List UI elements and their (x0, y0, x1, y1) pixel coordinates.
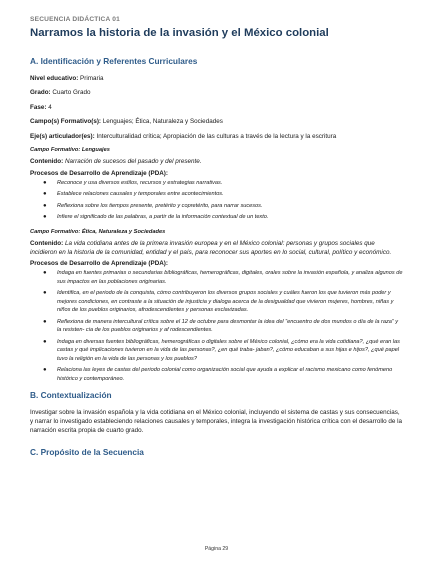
section-c-heading: C. Propósito de la Secuencia (30, 446, 144, 457)
list-item (30, 289, 403, 315)
list-item (30, 190, 403, 199)
pda-text: Indaga en diversas fuentes bibliográficas, hemerográficas o digitales sobre el México colonial, ¿cómo era la vida cotidiana?, ¿qué eran las castas y qué implicaciones tuvieron en la vida de las personas?, ¿en qué traba- jaban?, ¿cómo educaban a sus hijas e hijos?, ¿qué papel tuvo la religión en la vida de las personas y los pueblos? (57, 338, 400, 362)
pda-text: Reflexiona sobre los tiempos presente, pretérito y copretérito, para narrar sucesos. (57, 202, 263, 209)
pda-heading: Procesos de Desarrollo de Aprendizaje (PDA): (30, 260, 168, 268)
list-item (30, 179, 403, 188)
bullet-icon: ● (43, 270, 47, 277)
sequence-label: SECUENCIA DIDÁCTICA 01 (30, 16, 121, 23)
pda-text: Indaga en fuentes primarias o secundarias bibliográficas, hemerográficas, digitales, orales sobre la invasión española, y analiza algunos de sus impactos en las poblaciones originarias. (57, 270, 403, 285)
section-a-heading: A. Identificación y Referentes Curriculares (30, 55, 198, 66)
nivel-label: Nivel educativo: (30, 74, 79, 82)
campos-value: Lenguajes; Ética, Naturaleza y Sociedades (101, 118, 223, 126)
bullet-icon: ● (43, 191, 47, 198)
contenido-value: Narración de sucesos del pasado y del presente. (63, 158, 202, 166)
fase-value: 4 (46, 103, 52, 111)
campo-ens-label: Campo Formativo: Ética, Naturaleza y Sociedades (30, 228, 166, 235)
bullet-icon: ● (43, 179, 47, 186)
pda-list-lenguajes (30, 179, 403, 222)
bullet-icon: ● (43, 367, 47, 374)
bullet-icon: ● (43, 214, 47, 221)
bullet-icon: ● (43, 338, 47, 345)
bullet-icon: ● (43, 290, 47, 297)
nivel-value: Primaria (78, 74, 104, 82)
list-item (30, 366, 403, 383)
pda-text: Reconoce y usa diversos estilos, recursos y estrategias narrativas. (57, 179, 223, 186)
campos-line (30, 118, 403, 127)
list-item (30, 318, 403, 335)
pda-heading: Procesos de Desarrollo de Aprendizaje (PDA): (30, 169, 168, 177)
contextualizacion-text: Investigar sobre la invasión española y la vida cotidiana en el México colonial, incluyendo el sistema de castas y sus consecuencias, y narrar lo investigado estableciendo relaciones causales y temporales, integra la investigación histórica crítica con el desarrollo de la narración escrita propia de cuarto grado. (30, 409, 403, 434)
contenido-value: La vida cotidiana antes de la primera invasión europea y en el México colonial: personas y grupos sociales que incidieron en la historia de la comunidad, entidad y el país, para reconocer sus aportes en lo social, cultural, político y económico. (30, 239, 392, 256)
page-title: Narramos la historia de la invasión y el México colonial (30, 27, 329, 39)
section-b-heading: B. Contextualización (30, 390, 112, 401)
grado-line (30, 89, 403, 98)
list-item (30, 213, 403, 222)
bullet-icon: ● (43, 202, 47, 209)
ejes-line (30, 133, 403, 142)
campos-label: Campo(s) Formativo(s): (30, 118, 102, 126)
contenido-label: Contenido: (30, 239, 64, 247)
nivel-line (30, 75, 403, 84)
pda-list-ens (30, 269, 403, 383)
bullet-icon: ● (43, 318, 47, 325)
fase-line (30, 104, 403, 113)
page-number: Página 29 (204, 546, 229, 552)
fase-label: Fase: (30, 103, 47, 111)
list-item (30, 202, 403, 211)
ejes-value: Interculturalidad crítica; Apropiación de las culturas a través de la lectura y la escritura (94, 132, 337, 140)
campo-lenguajes-contenido (30, 158, 403, 167)
ejes-label: Eje(s) articulador(es): (30, 132, 95, 140)
pda-text: Identifica, en el periodo de la conquista, cómo contribuyeron los diversos grupos sociales y cuáles fueron los que tuvieron más poder y mejores condiciones, en contraste a la situación de injusticia y dialoga acerca de la desigualdad que vivieron mujeres, hombres, niñas y niños de los pueblos originarios, afrodescendientes y personas esclavizadas. (57, 290, 394, 314)
pda-text: Relaciona las leyes de castas del periodo colonial como organización social que ayuda a explicar el racismo mexicano como fenómeno histórico y contemporáneo. (57, 367, 393, 382)
campo-lenguajes-label: Campo Formativo: Lenguajes (30, 147, 110, 154)
list-item (30, 338, 403, 364)
pda-text: Reflexiona de manera intercultural crítica sobre el 12 de octubre para desmontar la idea del “encuentro de dos mundos o día de la raza” y la resisten- cia de los pueblos originarios y af rodescendientes. (57, 318, 399, 334)
contenido-label: Contenido: (30, 158, 64, 166)
grado-label: Grado: (30, 89, 51, 97)
pda-text: Infiere el significado de las palabras, a partir de la información contextual de un texto. (57, 214, 269, 221)
campo-ens-contenido (30, 240, 403, 257)
pda-text: Establece relaciones causales y temporales entre acontecimientos. (57, 191, 224, 198)
grado-value: Cuarto Grado (50, 89, 91, 97)
list-item (30, 269, 403, 286)
